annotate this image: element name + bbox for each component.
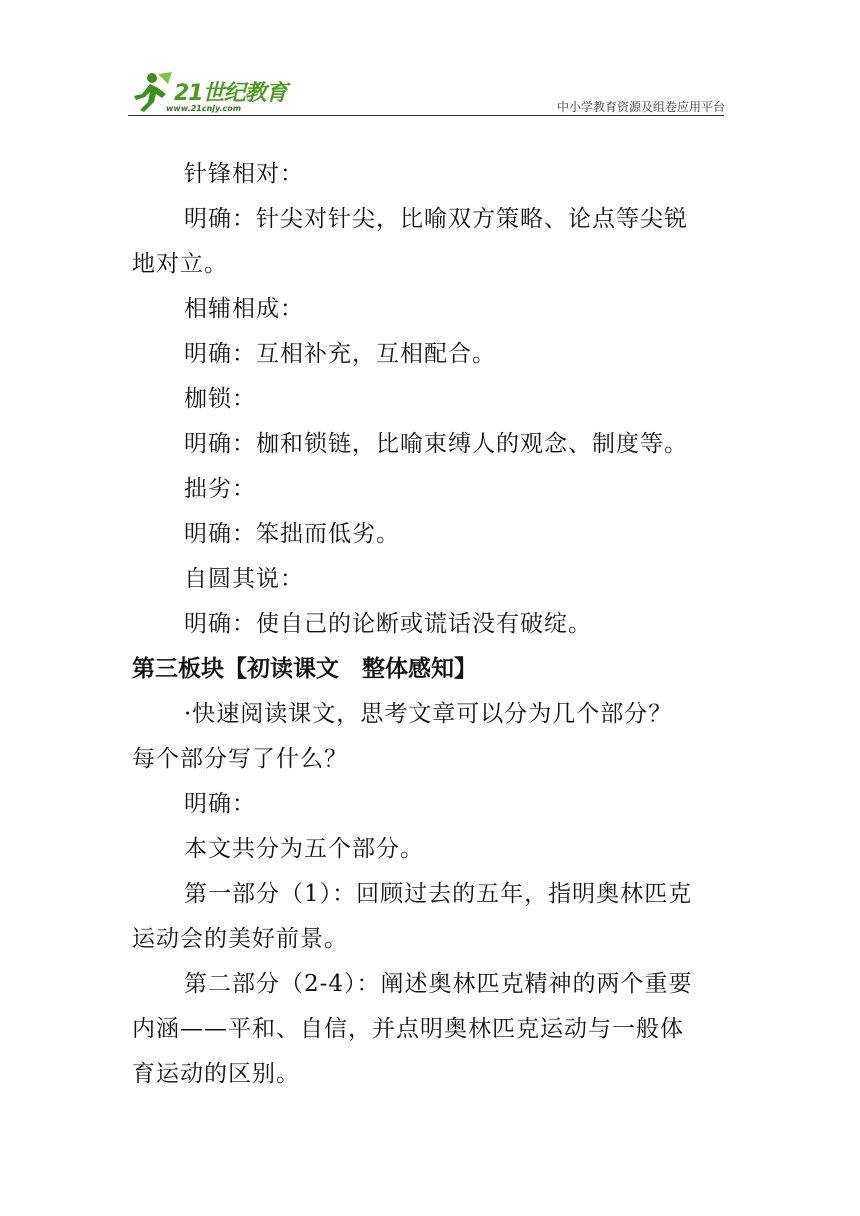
term-line: 相辅相成： [184,296,304,322]
answer-line: 明确：枷和锁链，比喻束缚人的观念、制度等。 [184,431,688,457]
answer-label: 明确： [184,791,256,817]
document-body [132,152,732,1097]
platform-title: 中小学教育资源及组卷应用平台 [556,100,725,114]
section-heading: 第三板块【初读课文 整体感知】 [132,656,477,682]
logo [128,68,288,118]
logo-text: 21世纪教育 [174,81,287,106]
body-line: 本文共分为五个部分。 [184,836,424,862]
term-line: 拙劣： [184,476,256,502]
body-line-cont: 育运动的区别。 [132,1061,300,1087]
answer-line: 明确：笨拙而低劣。 [184,521,400,547]
body-line-cont: 内涵——平和、自信，并点明奥林匹克运动与一般体 [132,1016,684,1042]
answer-line: 明确：针尖对针尖，比喻双方策略、论点等尖锐 [184,206,688,232]
body-line: 第一部分（1）：回顾过去的五年，指明奥林匹克 [184,881,693,907]
logo-url: www.21cnjy.com [166,104,242,113]
answer-line-cont: 地对立。 [132,251,228,277]
page-header [0,0,860,120]
answer-line: 明确：使自己的论断或谎话没有破绽。 [184,611,592,637]
term-line: 自圆其说： [184,566,304,592]
question-line: ·快速阅读课文，思考文章可以分为几个部分？ [184,701,673,727]
header-divider [128,115,724,116]
body-line-cont: 运动会的美好前景。 [132,926,348,952]
term-line: 枷锁： [184,386,256,412]
answer-line: 明确：互相补充，互相配合。 [184,341,496,367]
term-line: 针锋相对： [184,161,304,187]
body-line: 第二部分（2-4）：阐述奥林匹克精神的两个重要 [184,971,693,997]
question-line-cont: 每个部分写了什么？ [132,746,348,772]
